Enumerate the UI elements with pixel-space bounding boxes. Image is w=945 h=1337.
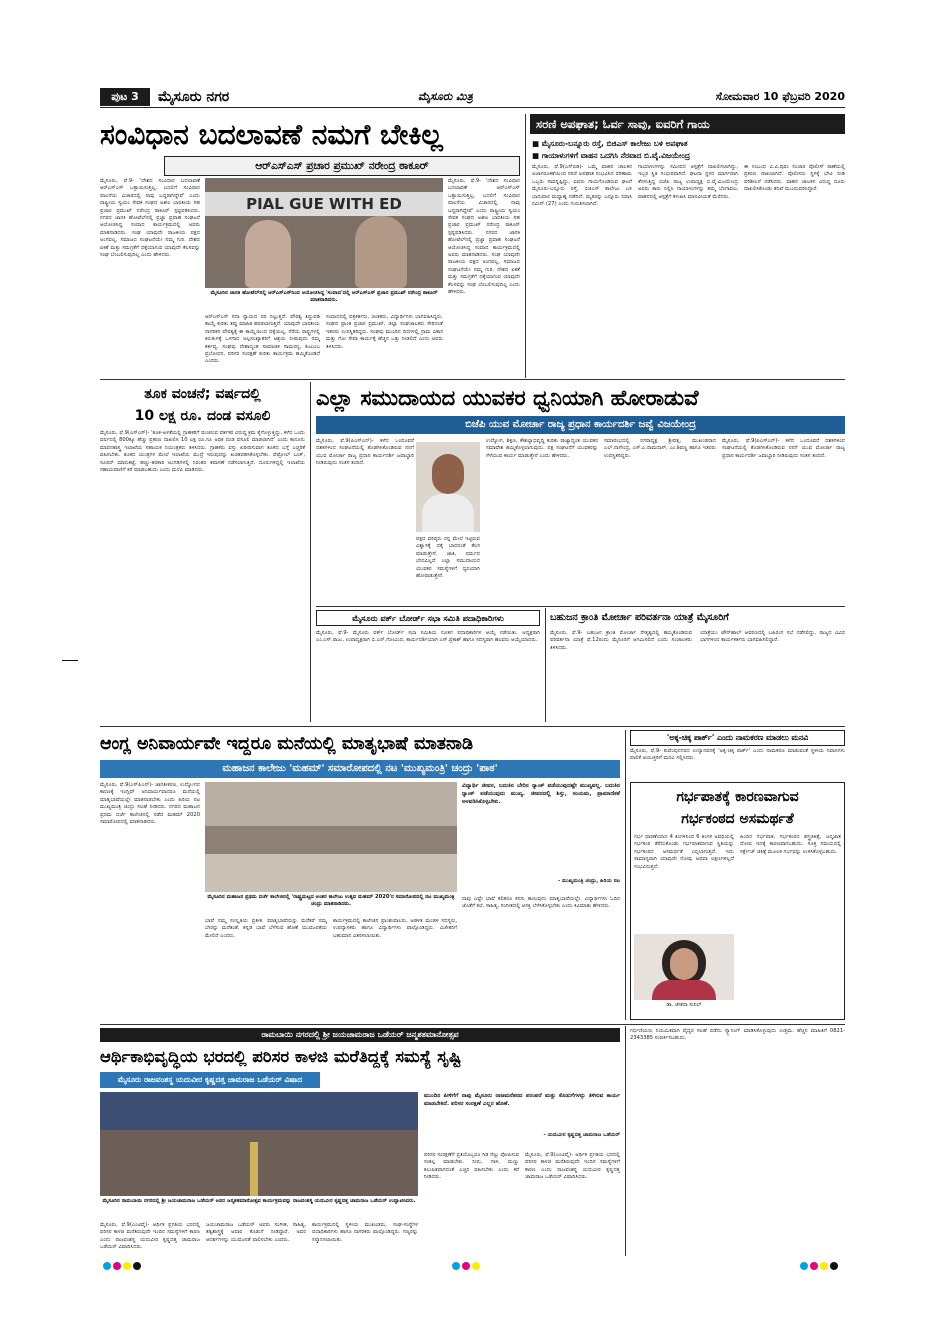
health-col-2: ಹಿಂದಿನ ಗರ್ಭಪಾತ, ಗರ್ಭಕಂಠದ ಶಸ್ತ್ರಚಿಕಿತ್ಸೆ, ಜನ್ಮಜಾತ ದೋಷ ಇದಕ್ಕೆ ಕಾರಣವಾಗಬಹುದು. ಸೂಕ್ತ ಸಮಯದಲ್ಲಿ ಸರ್ಕ್ಲೇಜ್ ಚಿಕಿತ್ಸೆ ಮೂಲಕ ಗರ್ಭವನ್ನು ಉಳಿಸಿಕೊಳ್ಳಬಹುದು. xyxy=(740,834,841,855)
bottom-quote-attr: - ಯದುವೀರ ಕೃಷ್ಣದತ್ತ ಚಾಮರಾಜ ಒಡೆಯರ್ xyxy=(543,1132,620,1138)
top-story-caption: ಮೈಸೂರಿನ ಜಾನಕಿ ಹೋಟೆಲ್‌ನಲ್ಲಿ ಆರ್‌ಎಸ್‌ಎಸ್‌ನಿಂದ ಆಯೋಜಿಸಿದ್ದ 'ಸಂವಾದ'ದಲ್ಲಿ ಆರ್‌ಎಸ್‌ಎಸ್ ಪ್ರಚಾರ ಪ್ರಮುಖ್ ನರೇಂದ್ರ ಠಾಕೂರ್ ಮಾತನಾಡಿದರು. xyxy=(210,290,438,303)
language-col-4: ನಾವು ಎಷ್ಟೇ ಭಾಷೆ ಕಲಿತರೂ ಕನಸು ಕಾಣುವುದು ಮಾತೃಭಾಷೆಯಲ್ಲೇ. ವಿದ್ಯಾರ್ಥಿಗಳು ಓದಿನ ಜೊತೆಗೆ ಕಲೆ, ಸಾಹಿತ್ಯ, ಸಂಗೀತದಲ್ಲಿ ಆಸಕ್ತಿ ಬೆಳೆಸಿಕೊಳ್ಳಬೇಕು ಎಂದು ಕಿವಿಮಾತು ಹೇಳಿದರು. xyxy=(462,896,620,910)
section-divider xyxy=(100,726,845,727)
park-body: ಮೈಸೂರು, ಫೆ.9- ಕುವೆಂಪುನಗರದ ಉದ್ಯಾನವನಕ್ಕೆ 'ಅಕ್ಕ-ಚಿಕ್ಕ ಪಾರ್ಕ್' ಎಂದು ನಾಮಕರಣ ಮಾಡುವಂತೆ ಸ್ಥಳೀಯ ನಿವಾಸಿಗಳು ಪಾಲಿಕೆ ಆಯುಕ್ತರಿಗೆ ಮನವಿ ಸಲ್ಲಿಸಿದರು. xyxy=(630,748,845,762)
column-divider xyxy=(525,114,526,378)
registration-mark xyxy=(113,1262,121,1270)
top-story-col-4: ಮೈಸೂರು, ಫೆ.9- 'ದೇಶದ ಸಂವಿಧಾನ ಬದಲಾವಣೆ ಆರ್‌ಎಸ್‌ಎಸ್ ಒತ್ತಾಯಿಸುತ್ತಿಲ್ಲ. ಬದಲಿಗೆ ಸಂವಿಧಾನ ಪಾಲನೆಯ ವಿಚಾರದಲ್ಲಿ ನಾವು ಬದ್ಧರಾಗಿದ್ದೇವೆ' ಎಂದು ರಾಷ್ಟ್ರೀಯ ಸ್ವಯಂ ಸೇವಕ ಸಂಘದ ಅಖಿಲ ಭಾರತೀಯ ಸಹ ಪ್ರಚಾರ ಪ್ರಮುಖ್ ನರೇಂದ್ರ ಠಾಕೂರ್ ಸ್ಪಷ್ಟಪಡಿಸಿದರು. ನಗರದ ಜಾನಕಿ ಹೋಟೆಲ್‌ನಲ್ಲಿ ಪ್ರಜ್ಞಾ ಪ್ರವಾಹ ಸಂಘಟನೆ ಆಯೋಜಿಸಿದ್ದ ಸಂವಾದ ಕಾರ್ಯಕ್ರಮದಲ್ಲಿ ಅವರು ಮಾತನಾಡಿದರು. ಸಂಘ ಯಾವುದೇ ರಾಜಕೀಯ ಪಕ್ಷದ ಅಂಗವಲ್ಲ, ಸಮಾಜದ ಸಂಘಟನೆಯೇ ನಮ್ಮ ಗುರಿ. ದೇಶದ ಏಕತೆ ಮತ್ತು ಸಮಗ್ರತೆಗೆ ಧಕ್ಕೆಯಾಗುವ ಯಾವುದೇ ಕೆಲಸವನ್ನು ಸಂಘ ಬೆಂಬಲಿಸುವುದಿಲ್ಲ ಎಂದು ಹೇಳಿದರು. xyxy=(448,178,520,296)
bottom-quote: ಮುಂದಿನ ಪೀಳಿಗೆಗೆ ನಾವು ಮೈಸೂರು ರಾಜಮನೆತನದ ಪರಂಪರೆ ಮತ್ತು ಕೊಡುಗೆಗಳನ್ನು ತಿಳಿಸುವ ಕಾರ್ಯ ಮಾಡಬೇಕಿದೆ. ಪರಿಸರ ಸಂರಕ್ಷಣೆ ಎಲ್ಲರ ಹೊಣೆ. xyxy=(424,1093,620,1107)
workboard-headline: ಮೈಸೂರು ವರ್ಕ್ ಬೋರ್ಡ್ ಸಭಾ ಸಮಿತಿ ಪದಾಧಿಕಾರಿಗಳು xyxy=(352,613,504,623)
health-col-3: ಗರ್ಭಿಣಿಯರು ನಿಯಮಿತವಾಗಿ ವೈದ್ಯರ ಸಲಹೆ ಪಡೆದು ಸ್ಕ್ಯಾನಿಂಗ್ ಮಾಡಿಸಿಕೊಳ್ಳುವುದು ಉತ್ತಮ. ಹೆಚ್ಚಿನ ಮಾಹಿತಿಗೆ 0821-2343385 ಸಂಪರ್ಕಿಸಬಹುದು. xyxy=(630,1028,845,1042)
bottom-headline: ಆರ್ಥಿಕಾಭಿವೃದ್ಧಿಯ ಭರದಲ್ಲಿ ಪರಿಸರ ಕಾಳಜಿ ಮರೆತಿದ್ದಕ್ಕೆ ಸಮಸ್ಯೆ ಸೃಷ್ಟಿ xyxy=(100,1047,462,1066)
language-subhead: ಮಹಾಜನ ಕಾಲೇಜು 'ಮಹಮ್' ಸಮಾರೋಪದಲ್ಲಿ ನಟ 'ಮುಖ್ಯಮಂತ್ರಿ' ಚಂದ್ರು 'ಪಾಠ' xyxy=(100,760,620,778)
stage-table xyxy=(205,854,457,892)
language-quote: ವಿದ್ಯಾರ್ಥಿ ಜೀವನ, ಬದುಕಿನ ಬೇರಿನ ರ್‍ಯಾಂಕ್ ಪಡೆಯುವುದಷ್ಟೇ ಮುಖ್ಯವಲ್ಲ. ಬದುಕಿನ ರ್‍ಯಾಂಕ್ ಪಡೆಯುವುದು ಮುಖ್ಯ. ಜೀವನದಲ್ಲಿ ಶಿಸ್ತು, ಸಂಯಮ, ಪ್ರಾಮಾಣಿಕತೆ ಅಳವಡಿಸಿಕೊಳ್ಳಬೇಕು. xyxy=(462,783,620,805)
section-title: ಮೈಸೂರು ನಗರ xyxy=(158,89,230,105)
bullet-text: ಮೈಸೂರು-ಬನ್ನೂರು ರಸ್ತೆ, ಬಿಜಿಎಸ್ ಕಾಲೇಜು ಬಳಿ ಅಪಘಾತ xyxy=(541,139,688,148)
section-divider xyxy=(316,606,845,607)
registration-mark xyxy=(103,1262,111,1270)
column-divider xyxy=(625,730,626,1020)
registration-mark xyxy=(830,1262,838,1270)
portrait-shoulders xyxy=(422,494,474,532)
top-story-col-2: ಆರ್‌ಎಸ್‌ಎಸ್ ಸದಾ ನ್ಯಾಯದ ಪರ ನಿಲ್ಲುತ್ತದೆ. ಪೌರತ್ವ ತಿದ್ದುಪಡಿ ಕಾಯ್ದೆ ಕುರಿತು ತಪ್ಪು ಮಾಹಿತಿ ಹರಡಲಾಗುತ್ತಿದೆ. ಯಾವುದೇ ಭಾರತೀಯ ನಾಗರಿಕನ ಪೌರತ್ವಕ್ಕೆ ಈ ಕಾಯ್ದೆಯಿಂದ ಧಕ್ಕೆಯಿಲ್ಲ. ನೆರೆಯ ರಾಷ್ಟ್ರಗಳಲ್ಲಿ ಕಿರುಕುಳಕ್ಕೆ ಒಳಗಾದ ಅಲ್ಪಸಂಖ್ಯಾತರಿಗೆ ಆಶ್ರಯ ನೀಡುವುದು ನಮ್ಮ ಕರ್ತವ್ಯ. ಸಂಘವು ದೇಶಾದ್ಯಂತ ಸಾಮಾಜಿಕ ಸಾಮರಸ್ಯ, ಕುಟುಂಬ ಪ್ರಬೋಧನ, ಪರಿಸರ ಸಂರಕ್ಷಣೆ ಕುರಿತು ಕಾರ್ಯಕ್ರಮ ಹಮ್ಮಿಕೊಂಡಿದೆ ಎಂದರು. xyxy=(205,314,320,365)
bottom-col-5: ಮೈಸೂರು, ಫೆ.9(ಎಂಟಿವೈ)- ಆರ್ಥಿಕ ಪ್ರಗತಿಯ ಭರದಲ್ಲಿ ಪರಿಸರ ಕಾಳಜಿ ಮರೆತಿರುವುದೇ ಇಂದಿನ ಸಮಸ್ಯೆಗಳಿಗೆ ಕಾರಣ ಎಂದು ರಾಜವಂಶಸ್ಥ ಯದುವೀರ ಕೃಷ್ಣದತ್ತ ಚಾಮರಾಜ ಒಡೆಯರ್ ವಿಷಾದಿಸಿದರು. xyxy=(525,1152,620,1181)
issue-date: ಸೋಮವಾರ 10 ಫೆಬ್ರವರಿ 2020 xyxy=(715,90,845,103)
registration-mark xyxy=(123,1262,131,1270)
language-col-1: ಮೈಸೂರು, ಫೆ.9(ಎಸ್‌ಪಿಎನ್)- ಜಾಗತೀಕರಣ, ಉದ್ಯೋಗದ ಕಾರಣಕ್ಕೆ ಇಂಗ್ಲಿಷ್ ಅನಿವಾರ್ಯವಾದರೂ ಮನೆಯಲ್ಲಿ ಮಾತೃಭಾಷೆಯಲ್ಲೇ ಮಾತನಾಡಬೇಕು ಎಂದು ಹಿರಿಯ ನಟ ಮುಖ್ಯಮಂತ್ರಿ ಚಂದ್ರು ಸಲಹೆ ನೀಡಿದರು. ನಗರದ ಮಹಾಜನ ಪ್ರಥಮ ದರ್ಜೆ ಕಾಲೇಜಿನಲ್ಲಿ ನಡೆದ ಮಹಮ್ 2020 ಸಮಾರೋಪದಲ್ಲಿ ಮಾತನಾಡಿದರು. xyxy=(100,782,200,826)
section-divider xyxy=(100,379,845,380)
bottom-col-3: ಕಾರ್ಯಕ್ರಮದಲ್ಲಿ ಸ್ಥಳೀಯ ಮುಖಂಡರು, ಸಂಘ-ಸಂಸ್ಥೆಗಳ ಪದಾಧಿಕಾರಿಗಳು ಹಾಗೂ ನಾಗರಿಕರು ಪಾಲ್ಗೊಂಡಿದ್ದರು. ಗಣ್ಯರನ್ನು ಸನ್ಮಾನಿಸಲಾಯಿತು. xyxy=(312,1222,418,1243)
bottom-photo xyxy=(100,1092,418,1196)
person-figure xyxy=(355,216,407,288)
top-story-subhead-box xyxy=(164,156,520,176)
registration-mark xyxy=(472,1262,480,1270)
stage-backdrop xyxy=(205,782,457,826)
language-headline: ಆಂಗ್ಲ ಅನಿವಾರ್ಯವೇ ಇದ್ದರೂ ಮನೆಯಲ್ಲಿ ಮಾತೃಭಾಷೆ ಮಾತನಾಡಿ xyxy=(100,734,473,754)
bottom-col-4: ಪರಿಸರ ಸಂರಕ್ಷಣೆಗೆ ಪ್ರತಿಯೊಬ್ಬರೂ ಗಿಡ ನೆಟ್ಟು ಪೋಷಿಸುವ ಸಂಕಲ್ಪ ಮಾಡಬೇಕು. ನೀರು, ಗಾಳಿ, ಮಣ್ಣು ಕಲುಷಿತವಾಗದಂತೆ ಎಚ್ಚರ ವಹಿಸಬೇಕು ಎಂದು ಕರೆ ನೀಡಿದರು. xyxy=(424,1152,519,1181)
youth-col-2: ಪಕ್ಷದ ವರಿಷ್ಠರು ನನ್ನ ಮೇಲೆ ಇಟ್ಟಿರುವ ವಿಶ್ವಾಸಕ್ಕೆ ಧಕ್ಕೆ ಬಾರದಂತೆ ಕೆಲಸ ಮಾಡುತ್ತೇನೆ. ಜಾತಿ, ಧರ್ಮದ ಭೇದವಿಲ್ಲದೆ ಎಲ್ಲಾ ಸಮುದಾಯದ ಯುವಕರ ಸಮಸ್ಯೆಗಳಿಗೆ ಧ್ವನಿಯಾಗಿ ಹೋರಾಡುತ್ತೇನೆ. xyxy=(416,536,480,580)
accident-headline: ಸರಣಿ ಅಪಘಾತ; ಓರ್ವ ಸಾವು, ಐವರಿಗೆ ಗಾಯ xyxy=(530,114,845,134)
doctor-face xyxy=(670,948,698,980)
bullet-text: ಗಾಯಾಳುಗಳಿಗೆ ವಾಹನ ಒದಗಿಸಿ ನೆರವಾದ ಬಿ.ವೈ.ವಿಜಯೇಂದ್ರ xyxy=(541,151,691,160)
newspaper-page xyxy=(100,86,845,1256)
accident-col-1: ಮೈಸೂರು, ಫೆ.9(ಎಸ್‌ಬಿಡಿ)- ಒಮ್ಮೆ ವಾಹನ ಚಾಲಕನ ಅಜಾಗರೂಕತೆಯಿಂದ ಸರಣಿ ಅಪಘಾತ ಸಂಭವಿಸಿದ ಪರಿಣಾಮ ಒಬ್ಬರು ಸಾವನ್ನಪ್ಪಿದ್ದು, ಐವರು ಗಾಯಗೊಂಡಿರುವ ಘಟನೆ ಮೈಸೂರು-ಬನ್ನೂರು ರಸ್ತೆ, ಬಿಜಿಎಸ್ ಕಾಲೇಜು ಬಳಿ ಭಾನುವಾರ ಮಧ್ಯಾಹ್ನ ನಡೆದಿದೆ. ಮೃತರನ್ನು ಬನ್ನೂರು ನಿವಾಸಿ ನವೀನ್ (27) ಎಂದು ಗುರುತಿಸಲಾಗಿದೆ. xyxy=(532,164,632,208)
bottom-kicker: ರಾಮಬಾಯಿ ನಗರದಲ್ಲಿ ಶ್ರೀ ಜಯಚಾಮರಾಜ ಒಡೆಯರ್ ಜನ್ಮಶತಮಾನೋತ್ಸವ xyxy=(100,1028,620,1042)
portrait-face xyxy=(432,454,464,494)
youth-subhead: ಬಿಜೆಪಿ ಯುವ ಮೋರ್ಚಾ ರಾಜ್ಯ ಪ್ರಧಾನ ಕಾರ್ಯದರ್ಶಿ ಜವ್ವೆ ವಿಜಯೇಂದ್ರ xyxy=(316,416,845,434)
doctor-caption: ಡಾ. ಚೇತನಾ ಸುನಿಲ್ xyxy=(666,1002,702,1008)
person-figure xyxy=(245,220,291,288)
accident-bullet-1 xyxy=(532,138,845,149)
health-headline-2: ಗರ್ಭಕಂಠದ ಅಸಮರ್ಥತೆ xyxy=(681,811,794,827)
bahujan-headline: ಬಹುಜನ ಕ್ರಾಂತಿ ಮೋರ್ಚಾ ಪರಿವರ್ತನಾ ಯಾತ್ರೆ ಮೈಸೂರಿಗೆ xyxy=(550,612,729,623)
language-quote-box xyxy=(462,782,620,892)
top-story-col-3: ಸಂವಾದದಲ್ಲಿ ಪತ್ರಕರ್ತರು, ಚಿಂತಕರು, ವಿದ್ಯಾರ್ಥಿಗಳು ಭಾಗವಹಿಸಿದ್ದರು. ಸಂಘದ ಪ್ರಾಂತ ಪ್ರಚಾರ ಪ್ರಮುಖ್, ಜಿಲ್ಲಾ ಸಂಘಚಾಲಕರು ಸೇರಿದಂತೆ ಇತರರು ಉಪಸ್ಥಿತರಿದ್ದರು. ಸಂಘವು ಮುಂದಿನ ದಿನಗಳಲ್ಲಿ ಗ್ರಾಮ ವಿಕಾಸ ಮತ್ತು ಗೋ ಸೇವಾ ಕಾರ್ಯಕ್ಕೆ ಹೆಚ್ಚಿನ ಒತ್ತು ನೀಡಲಿದೆ ಎಂದು ಅವರು ತಿಳಿಸಿದರು. xyxy=(326,314,443,350)
health-col-1: ಗರ್ಭ ಧಾರಣೆಯಾದ 4 ತಿಂಗಳಿನಿಂದ 6 ತಿಂಗಳ ಅವಧಿಯಲ್ಲಿ ಗರ್ಭಕಂಠ ತೆರೆದುಕೊಂಡು ಗರ್ಭಪಾತವಾಗುವ ಸ್ಥಿತಿಯನ್ನು ಗರ್ಭಕಂಠದ ಅಸಮರ್ಥತೆ ಎನ್ನಲಾಗುತ್ತದೆ. ಇದು ಸಾಮಾನ್ಯವಾಗಿ ಯಾವುದೇ ನೋವು ಅಥವಾ ಲಕ್ಷಣಗಳಿಲ್ಲದೆ ಸಂಭವಿಸುತ್ತದೆ. xyxy=(634,834,734,870)
language-caption: ಮೈಸೂರಿನ ಮಹಾಜನ ಪ್ರಥಮ ದರ್ಜೆ ಕಾಲೇಜಿನಲ್ಲಿ 'ರಾಷ್ಟ್ರಮಟ್ಟದ ಅಂತರ ಕಾಲೇಜು ಉತ್ಸವ ಮಹಮ್ 2020'ರ ಸಮಾರೋಪದಲ್ಲಿ ನಟ ಮುಖ್ಯಮಂತ್ರಿ ಚಂದ್ರು ಮಾತನಾಡಿದರು. xyxy=(207,894,455,907)
column-divider xyxy=(545,608,546,722)
park-headline: 'ಅಕ್ಕ-ಚಿಕ್ಕ ಪಾರ್ಕ್' ಎಂದು ನಾಮಕರಣ ಮಾಡಲು ಮನವಿ xyxy=(666,733,809,742)
youth-col-3: ಉದ್ಯೋಗ, ಶಿಕ್ಷಣ, ಕೌಶಲ್ಯಾಭಿವೃದ್ಧಿ ಕುರಿತು ರಾಜ್ಯಾದ್ಯಂತ ಯುವಕರ ಸಮಾವೇಶ ಹಮ್ಮಿಕೊಳ್ಳಲಾಗುವುದು. ಪಕ್ಷ ಸಂಘಟನೆಗೆ ಯುವಕರನ್ನು ಸೆಳೆಯುವ ಕಾರ್ಯ ಮಾಡುತ್ತೇನೆ ಎಂದು ಹೇಳಿದರು. xyxy=(486,438,598,459)
youth-headline: ಎಲ್ಲಾ ಸಮುದಾಯದ ಯುವಕರ ಧ್ವನಿಯಾಗಿ ಹೋರಾಡುವೆ xyxy=(316,386,699,410)
park-headline-box xyxy=(630,730,845,746)
bottom-col-2: ಜಯಚಾಮರಾಜ ಒಡೆಯರ್ ಅವರು ಸಂಗೀತ, ಸಾಹಿತ್ಯ, ತತ್ವಶಾಸ್ತ್ರಕ್ಕೆ ಅಪಾರ ಕೊಡುಗೆ ನೀಡಿದ್ದಾರೆ. ಅವರ ಆದರ್ಶಗಳನ್ನು ಯುವಜನತೆ ಪಾಲಿಸಬೇಕು ಎಂದರು. xyxy=(206,1222,306,1243)
registration-mark xyxy=(810,1262,818,1270)
stage-backdrop xyxy=(100,1092,418,1130)
bullet-icon: ■ xyxy=(532,151,542,160)
youth-col-1: ಮೈಸೂರು, ಫೆ.9(ಪಿಎಸ್‌ಎನ್)- ಕಳೆದ ಒಂದೂವರೆ ದಶಕಗಳಿಂದ ಸಂಘಟನೆಯಲ್ಲಿ ತೊಡಗಿಸಿಕೊಂಡಿರುವ ನನಗೆ ಯುವ ಮೋರ್ಚಾ ರಾಜ್ಯ ಪ್ರಧಾನ ಕಾರ್ಯದರ್ಶಿ ಜವಾಬ್ದಾರಿ ನೀಡಿರುವುದು ಸಂತಸ ತಂದಿದೆ. xyxy=(316,438,414,467)
accident-bullet-2 xyxy=(532,150,845,161)
bottom-col-1: ಮೈಸೂರು, ಫೆ.9(ಎಂಟಿವೈ)- ಆರ್ಥಿಕ ಪ್ರಗತಿಯ ಭರದಲ್ಲಿ ಪರಿಸರ ಕಾಳಜಿ ಮರೆತಿರುವುದೇ ಇಂದಿನ ಸಮಸ್ಯೆಗಳಿಗೆ ಕಾರಣ ಎಂದು ರಾಜವಂಶಸ್ಥ ಯದುವೀರ ಕೃಷ್ಣದತ್ತ ಚಾಮರಾಜ ಒಡೆಯರ್ ವಿಷಾದಿಸಿದರು. xyxy=(100,1222,200,1251)
bottom-caption: ಮೈಸೂರಿನ ರಾಮಬಾಯಿ ನಗರದಲ್ಲಿ ಶ್ರೀ ಜಯಚಾಮರಾಜ ಒಡೆಯರ್ ಅವರ ಜನ್ಮಶತಮಾನೋತ್ಸವ ಕಾರ್ಯಕ್ರಮವನ್ನು ರಾಜವಂಶಸ್ಥ ಯದುವೀರ ಕೃಷ್ಣದತ್ತ ಚಾಮರಾಜ ಒಡೆಯರ್ ಉದ್ಘಾಟಿಸಿದರು. xyxy=(102,1198,416,1204)
photo-banner: PIAL GUE WITH ED xyxy=(205,192,443,216)
masthead xyxy=(100,86,845,108)
bullet-icon: ■ xyxy=(532,139,542,148)
fraud-headline-1: ತೂಕ ವಂಚನೆ; ವರ್ಷದಲ್ಲಿ xyxy=(144,386,261,402)
youth-portrait xyxy=(416,442,480,532)
paper-logo: ಮೈಸೂರು ಮಿತ್ರ xyxy=(418,90,473,103)
bottom-quote-box xyxy=(424,1092,620,1148)
lamp-figure xyxy=(250,1142,258,1196)
health-headline-1: ಗರ್ಭಪಾತಕ್ಕೆ ಕಾರಣವಾಗುವ xyxy=(676,789,799,805)
section-divider xyxy=(100,1024,845,1025)
language-quote-attr: - ಮುಖ್ಯಮಂತ್ರಿ ಚಂದ್ರು, ಹಿರಿಯ ನಟ xyxy=(558,878,620,884)
youth-col-5: ಮೈಸೂರು, ಫೆ.9(ಪಿಎಸ್‌ಎನ್)- ಕಳೆದ ಒಂದೂವರೆ ದಶಕಗಳಿಂದ ಸಂಘಟನೆಯಲ್ಲಿ ತೊಡಗಿಸಿಕೊಂಡಿರುವ ನನಗೆ ಯುವ ಮೋರ್ಚಾ ರಾಜ್ಯ ಪ್ರಧಾನ ಕಾರ್ಯದರ್ಶಿ ಜವಾಬ್ದಾರಿ ನೀಡಿರುವುದು ಸಂತಸ ತಂದಿದೆ. xyxy=(722,438,845,459)
registration-mark xyxy=(462,1262,470,1270)
workboard-body: ಮೈಸೂರು, ಫೆ.9- ಮೈಸೂರು ವರ್ಕ್ ಬೋರ್ಡ್ ಸಭಾ ಸಮಿತಿಯ ನೂತನ ಪದಾಧಿಕಾರಿಗಳ ಆಯ್ಕೆ ನಡೆಯಿತು. ಅಧ್ಯಕ್ಷರಾಗಿ ಎಂ.ಎಸ್.ರಾಜು, ಉಪಾಧ್ಯಕ್ಷರಾಗಿ ಬಿ.ಎನ್.ಗೋವಿಂದ, ಕಾರ್ಯದರ್ಶಿಯಾಗಿ ಎಸ್.ಪ್ರಕಾಶ್ ಹಾಗೂ ಸದಸ್ಯರಾಗಿ ಹಲವರು ಆಯ್ಕೆಯಾದರು. xyxy=(316,630,540,644)
registration-mark xyxy=(133,1262,141,1270)
doctor-shoulders xyxy=(652,980,716,1000)
registration-mark xyxy=(800,1262,808,1270)
accident-col-2: ಗಾಯಾಳುಗಳನ್ನು ಸಮೀಪದ ಆಸ್ಪತ್ರೆಗೆ ದಾಖಲಿಸಲಾಗಿದ್ದು, ಇಬ್ಬರ ಸ್ಥಿತಿ ಗಂಭೀರವಾಗಿದೆ. ಘಟನಾ ಸ್ಥಳದ ಮಾರ್ಗವಾಗಿ ತೆರಳುತ್ತಿದ್ದ ಬಿಜೆಪಿ ರಾಜ್ಯ ಉಪಾಧ್ಯಕ್ಷ ಬಿ.ವೈ.ವಿಜಯೇಂದ್ರ ಅವರು ಕಾರು ನಿಲ್ಲಿಸಿ ಗಾಯಾಳುಗಳನ್ನು ತಮ್ಮ ಬೆಂಗಾವಲು ವಾಹನದಲ್ಲಿ ಆಸ್ಪತ್ರೆಗೆ ಕಳುಹಿಸಿ ಮಾನವೀಯತೆ ಮೆರೆದರು. xyxy=(638,164,738,200)
top-story-col-1: ಮೈಸೂರು, ಫೆ.9- 'ದೇಶದ ಸಂವಿಧಾನ ಬದಲಾವಣೆ ಆರ್‌ಎಸ್‌ಎಸ್ ಒತ್ತಾಯಿಸುತ್ತಿಲ್ಲ. ಬದಲಿಗೆ ಸಂವಿಧಾನ ಪಾಲನೆಯ ವಿಚಾರದಲ್ಲಿ ನಾವು ಬದ್ಧರಾಗಿದ್ದೇವೆ' ಎಂದು ರಾಷ್ಟ್ರೀಯ ಸ್ವಯಂ ಸೇವಕ ಸಂಘದ ಅಖಿಲ ಭಾರತೀಯ ಸಹ ಪ್ರಚಾರ ಪ್ರಮುಖ್ ನರೇಂದ್ರ ಠಾಕೂರ್ ಸ್ಪಷ್ಟಪಡಿಸಿದರು. ನಗರದ ಜಾನಕಿ ಹೋಟೆಲ್‌ನಲ್ಲಿ ಪ್ರಜ್ಞಾ ಪ್ರವಾಹ ಸಂಘಟನೆ ಆಯೋಜಿಸಿದ್ದ ಸಂವಾದ ಕಾರ್ಯಕ್ರಮದಲ್ಲಿ ಅವರು ಮಾತನಾಡಿದರು. ಸಂಘ ಯಾವುದೇ ರಾಜಕೀಯ ಪಕ್ಷದ ಅಂಗವಲ್ಲ, ಸಮಾಜದ ಸಂಘಟನೆಯೇ ನಮ್ಮ ಗುರಿ. ದೇಶದ ಏಕತೆ ಮತ್ತು ಸಮಗ್ರತೆಗೆ ಧಕ್ಕೆಯಾಗುವ ಯಾವುದೇ ಕೆಲಸವನ್ನು ಸಂಘ ಬೆಂಬಲಿಸುವುದಿಲ್ಲ ಎಂದು ಹೇಳಿದರು. xyxy=(100,178,200,259)
top-story-photo xyxy=(205,178,443,288)
bottom-subhead: ಮೈಸೂರು ರಾಜವಂಶಸ್ಥ ಯದುವೀರ ಕೃಷ್ಣದತ್ತ ಚಾಮರಾಜ ಒಡೆಯರ್ ವಿಷಾದ xyxy=(100,1072,320,1088)
registration-mark xyxy=(820,1262,828,1270)
column-divider xyxy=(625,1026,626,1256)
doctor-photo xyxy=(634,934,734,1000)
accident-col-3: ಈ ಸಂಬಂಧ ವಿ.ವಿ.ಪುರಂ ಸಂಚಾರ ಪೊಲೀಸ್ ಠಾಣೆಯಲ್ಲಿ ಪ್ರಕರಣ ದಾಖಲಾಗಿದೆ. ಪೊಲೀಸರು ಸ್ಥಳಕ್ಕೆ ಭೇಟಿ ನೀಡಿ ಪರಿಶೀಲನೆ ನಡೆಸಿದರು. ವಾಹನ ಚಾಲಕನ ವಿರುದ್ಧ ದೂರು ದಾಖಲಿಸಿಕೊಂಡು ತನಿಖೆ ಮುಂದುವರಿಸಿದ್ದಾರೆ. xyxy=(744,164,845,193)
fraud-headline-2: 10 ಲಕ್ಷ ರೂ. ದಂಡ ವಸೂಲಿ xyxy=(134,408,271,424)
youth-col-4: ಸಮಾರಂಭದಲ್ಲಿ ನಗರಾಧ್ಯಕ್ಷ ಶ್ರೀವತ್ಸ, ಮುಖಂಡರಾದ ಎಲ್.ನಾಗೇಂದ್ರ, ಎಸ್.ಎ.ರಾಮದಾಸ್, ಎಂ.ಶಿವಣ್ಣ ಹಾಗೂ ಇತರರು ಉಪಸ್ಥಿತರಿದ್ದರು. xyxy=(604,438,716,459)
bahujan-col-2: ಯಾತ್ರೆಯು ಟೌನ್‌ಹಾಲ್ ಆವರಣದಲ್ಲಿ ಬಹಿರಂಗ ಸಭೆ ನಡೆಸಲಿದ್ದು, ರಾಜ್ಯದ ವಿವಿಧ ಭಾಗಗಳಿಂದ ಕಾರ್ಯಕರ್ತರು ಭಾಗವಹಿಸಲಿದ್ದಾರೆ. xyxy=(700,630,845,644)
top-story-subhead: ಆರ್‌ಎಸ್‌ಎಸ್ ಪ್ರಚಾರ ಪ್ರಮುಖ್ ನರೇಂದ್ರ ಠಾಕೂರ್ xyxy=(255,160,429,172)
registration-mark xyxy=(452,1262,460,1270)
top-story-headline: ಸಂವಿಧಾನ ಬದಲಾವಣೆ ನಮಗೆ ಬೇಕಿಲ್ಲ xyxy=(100,118,443,151)
column-divider xyxy=(310,382,311,722)
page-badge: ಪುಟ 3 xyxy=(100,88,150,106)
crop-mark xyxy=(62,660,78,661)
language-photo xyxy=(205,782,457,892)
workboard-headline-box xyxy=(316,610,540,626)
bahujan-col-1: ಮೈಸೂರು, ಫೆ.9- ಬಹುಜನ ಕ್ರಾಂತಿ ಮೋರ್ಚಾ ನೇತೃತ್ವದಲ್ಲಿ ಹಮ್ಮಿಕೊಂಡಿರುವ ಪರಿವರ್ತನಾ ಯಾತ್ರೆ ಫೆ.12ರಂದು ಮೈಸೂರಿಗೆ ಆಗಮಿಸಲಿದೆ ಎಂದು ಸಂಚಾಲಕರು ತಿಳಿಸಿದರು. xyxy=(550,630,692,651)
fraud-body: ಮೈಸೂರು, ಫೆ.9(ಎಸ್‌ಎಸ್)- 'ತೂಕ-ಅಳತೆಯಲ್ಲಿ ಗ್ರಾಹಕರಿಗೆ ವಂಚಿಸುವ ವರ್ತಕರ ವಿರುದ್ಧ ಕ್ರಮ ಕೈಗೊಳ್ಳುತ್ತಿದ್ದು, ಕಳೆದ ಒಂದು ವರ್ಷದಲ್ಲಿ 800ಕ್ಕೂ ಹೆಚ್ಚು ಪ್ರಕರಣ ದಾಖಲಿಸಿ 10 ಲಕ್ಷ ರೂ.ಗೂ ಅಧಿಕ ದಂಡ ವಸೂಲಿ ಮಾಡಲಾಗಿದೆ' ಎಂದು ಕಾನೂನು ಮಾಪನಶಾಸ್ತ್ರ ಇಲಾಖೆಯ ಸಹಾಯಕ ನಿಯಂತ್ರಕರು ತಿಳಿಸಿದರು. ಗ್ರಾಹಕರು ವಸ್ತು ಖರೀದಿಸುವಾಗ ತೂಕದ ಬಗ್ಗೆ ಎಚ್ಚರಿಕೆ ವಹಿಸಬೇಕು. ತೂಕದ ಯಂತ್ರಗಳ ಮೇಲೆ ಇಲಾಖೆಯ ಮುದ್ರೆ ಇರುವುದನ್ನು ಖಚಿತಪಡಿಸಿಕೊಳ್ಳಬೇಕು. ಪೆಟ್ರೋಲ್ ಬಂಕ್, ಸೂಪರ್ ಮಾರುಕಟ್ಟೆ, ಹಣ್ಣು-ತರಕಾರಿ ಅಂಗಡಿಗಳಲ್ಲಿ ನಿರಂತರ ತಪಾಸಣೆ ನಡೆಸಲಾಗುತ್ತಿದೆ. ದೂರುಗಳಿದ್ದಲ್ಲಿ ಇಲಾಖೆಯ ಸಹಾಯವಾಣಿಗೆ ಕರೆ ಮಾಡಬಹುದು ಎಂದು ಮನವಿ ಮಾಡಿದರು. xyxy=(100,430,305,474)
language-col-3: ಕಾರ್ಯಕ್ರಮದಲ್ಲಿ ಕಾಲೇಜಿನ ಪ್ರಾಂಶುಪಾಲರು, ಆಡಳಿತ ಮಂಡಳಿ ಸದಸ್ಯರು, ಉಪನ್ಯಾಸಕರು ಹಾಗೂ ವಿದ್ಯಾರ್ಥಿಗಳು ಪಾಲ್ಗೊಂಡಿದ್ದರು. ವಿಜೇತರಿಗೆ ಬಹುಮಾನ ವಿತರಿಸಲಾಯಿತು. xyxy=(333,918,457,939)
language-col-2: ಭಾಷೆ ನಮ್ಮ ಸಂಸ್ಕೃತಿಯ ಪ್ರತೀಕ. ಮಾತೃಭಾಷೆಯನ್ನು ಮರೆತರೆ ನಮ್ಮ ಬೇರನ್ನು ಮರೆತಂತೆ. ಕನ್ನಡ ಭಾಷೆ ಬೆಳೆಸುವ ಹೊಣೆ ಯುವಜನತೆಯ ಮೇಲಿದೆ ಎಂದರು. xyxy=(205,918,327,939)
